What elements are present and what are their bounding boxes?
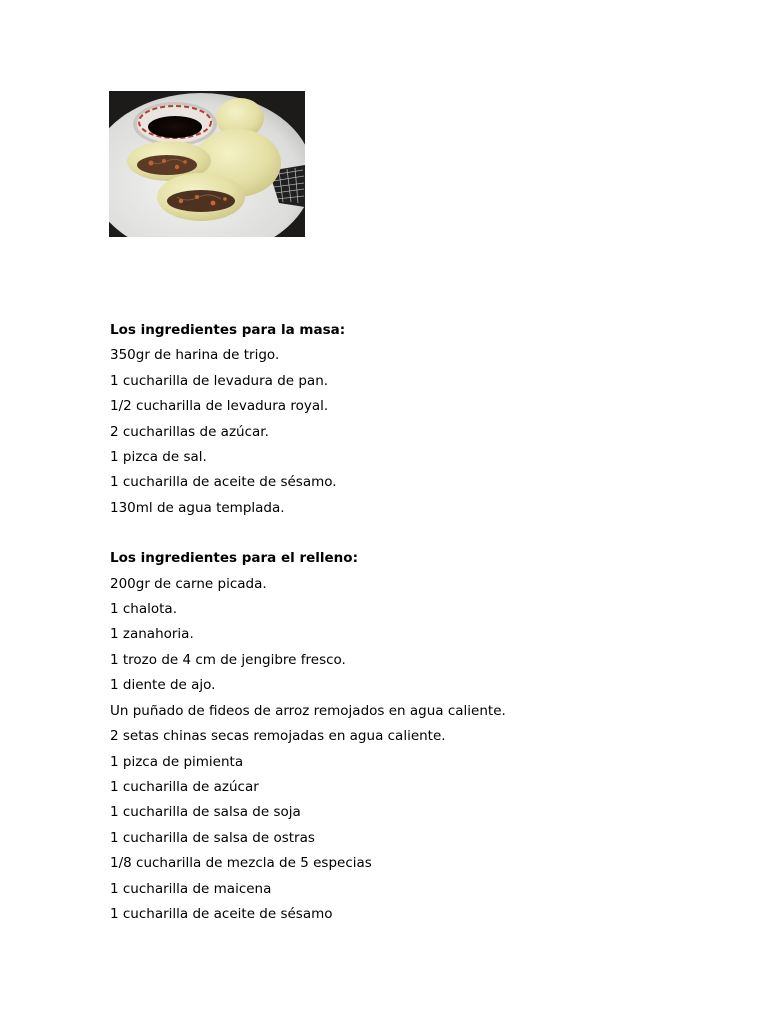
list-item: 1/8 cucharilla de mezcla de 5 especias [110,855,372,872]
filling-ingredient-list [110,572,750,928]
list-item: 1 trozo de 4 cm de jengibre fresco. [110,651,346,668]
list-item: 1 cucharilla de aceite de sésamo [110,905,333,922]
list-item: 1 cucharilla de salsa de soja [110,804,301,821]
list-item: 2 setas chinas secas remojadas en agua caliente. [110,728,446,745]
list-item: 1 chalota. [110,601,177,618]
list-item: 1 cucharilla de levadura de pan. [110,372,329,389]
list-item: 1 pizca de sal. [110,449,207,466]
list-item: 350gr de harina de trigo. [110,347,280,364]
list-item: 130ml de agua templada. [110,499,285,516]
recipe-ingredients [110,318,750,927]
dough-ingredient-list [110,343,750,521]
list-item: 200gr de carne picada. [110,575,267,592]
list-item: 1 zanahoria. [110,626,194,643]
list-item: 1 pizca de pimienta [110,753,244,770]
list-item: 1 cucharilla de azúcar [110,778,259,795]
list-item: 1 cucharilla de maicena [110,880,272,897]
list-item: Un puñado de fideos de arroz remojados en agua caliente. [110,702,506,719]
list-item: 1/2 cucharilla de levadura royal. [110,398,329,415]
filling-heading: Los ingredientes para el relleno: [110,550,358,567]
filling-section [110,546,750,927]
list-item: 1 cucharilla de aceite de sésamo. [110,474,337,491]
list-item: 1 cucharilla de salsa de ostras [110,829,315,846]
list-item: 2 cucharillas de azúcar. [110,423,269,440]
list-item: 1 diente de ajo. [110,677,216,694]
dough-heading: Los ingredientes para la masa: [110,322,346,338]
dough-section [110,318,750,521]
steamed-buns-photo [109,91,305,237]
